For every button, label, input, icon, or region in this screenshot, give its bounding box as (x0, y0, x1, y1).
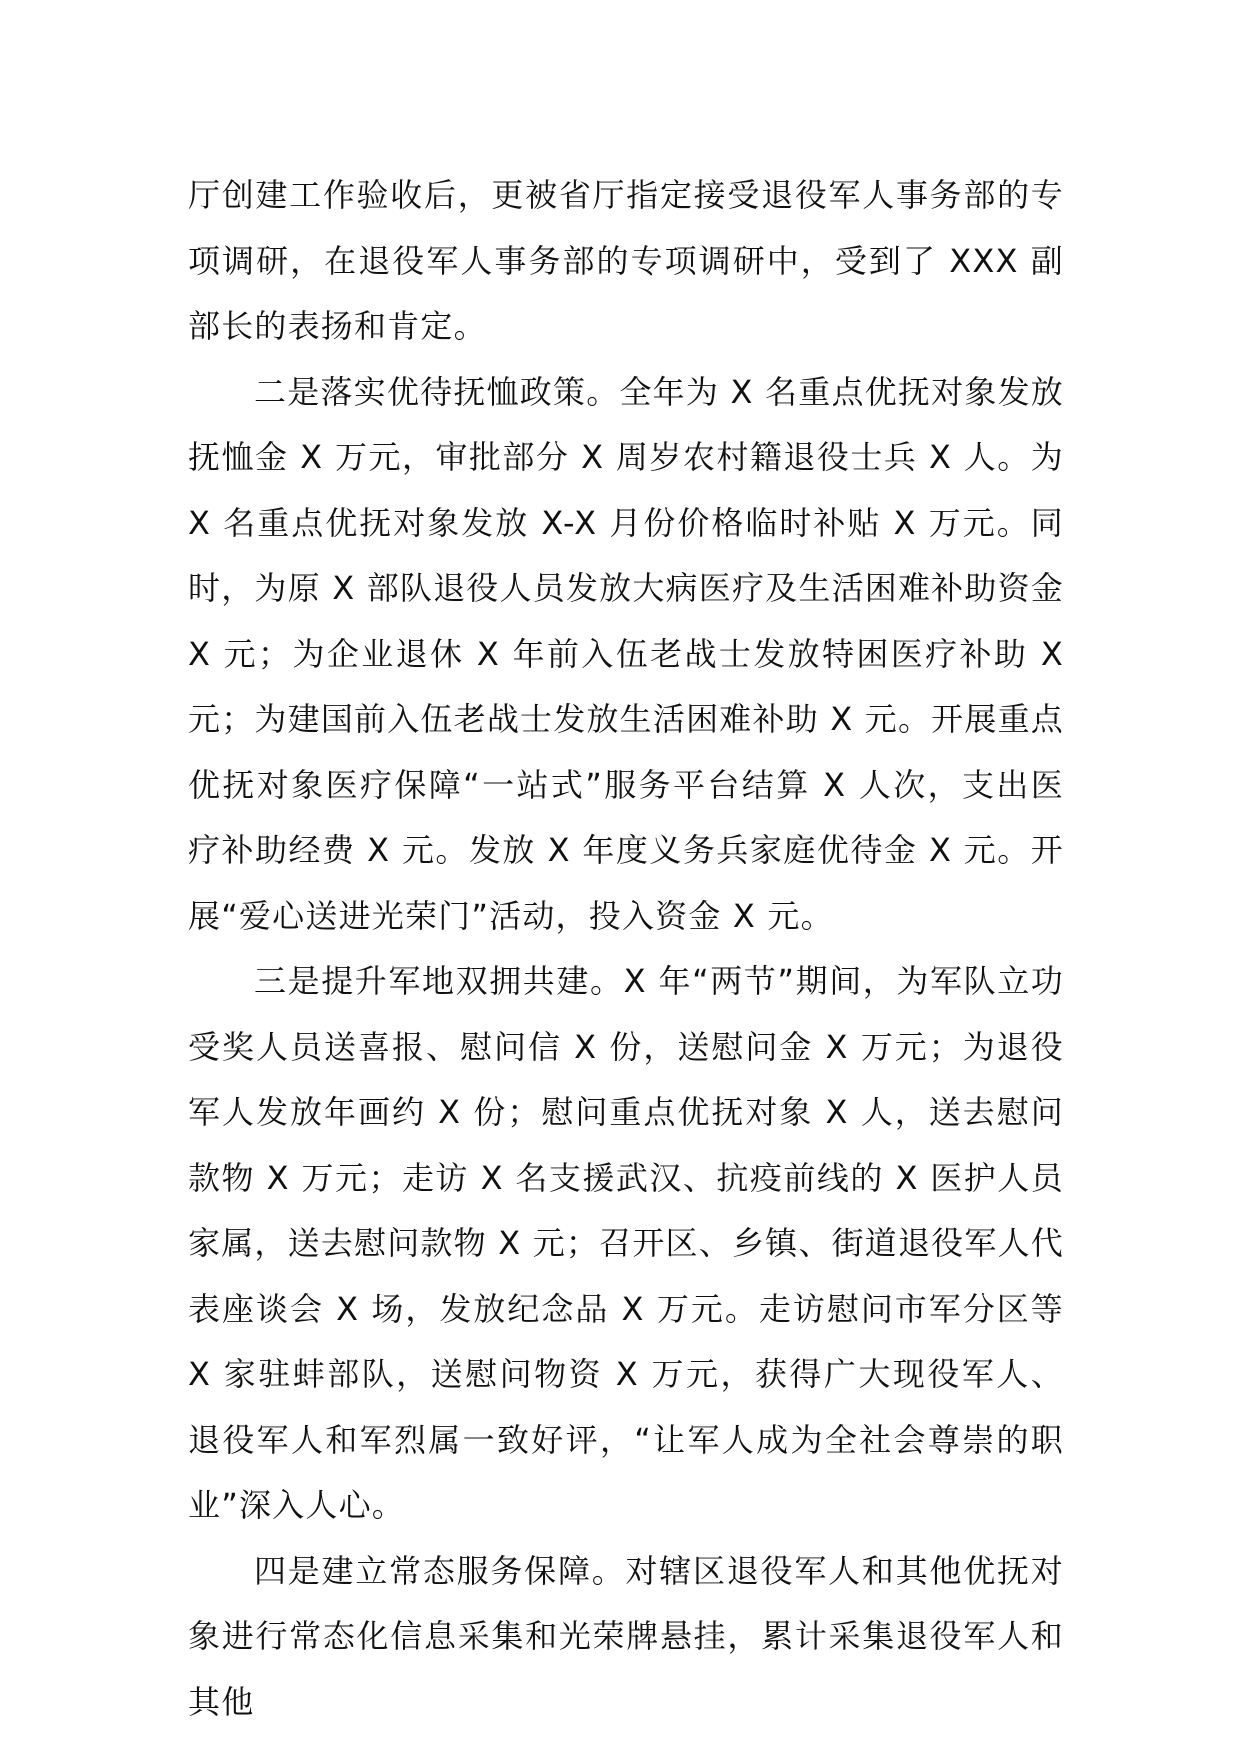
paragraph-preferential-pension-policy: 二是落实优待抚恤政策。全年为 X 名重点优抚对象发放抚恤金 X 万元，审批部分 X 周岁农村籍退役士兵 X 人。为 X 名重点优抚对象发放 X-X 月份价格临时补贴 X 万元。同时，为原 X 部队退役人员发放大病医疗及生活困难补助资金 X 元；为企业退休 X 年前入伍老战士发放特困医疗补助 X 元；为建国前入伍老战士发放生活困难补助 X 元。开展重点优抚对象医疗保障“一站式”服务平台结算 X 人次，支出医疗补助经费 X 元。发放 X 年度义务兵家庭优待金 X 元。开展“爱心送进光荣门”活动，投入资金 X 元。 (188, 372, 1064, 935)
document-body (188, 163, 1064, 1735)
paragraph-military-civilian-support: 三是提升军地双拥共建。X 年“两节”期间，为军队立功受奖人员送喜报、慰问信 X 份，送慰问金 X 万元；为退役军人发放年画约 X 份；慰问重点优抚对象 X 人，送去慰问款物 X 万元；走访 X 名支援武汉、抗疫前线的 X 医护人员家属，送去慰问款物 X 元；召开区、乡镇、街道退役军人代表座谈会 X 场，发放纪念品 X 万元。走访慰问市军分区等 X 家驻蚌部队，送慰问物资 X 万元，获得广大现役军人、退役军人和军烈属一致好评，“让军人成为全社会尊崇的职业”深入人心。 (188, 962, 1064, 1524)
paragraph-regular-service-guarantee: 四是建立常态服务保障。对辖区退役军人和其他优抚对象进行常态化信息采集和光荣牌悬挂，累计采集退役军人和其他 (188, 1551, 1064, 1721)
paragraph-continuation: 厅创建工作验收后，更被省厅指定接受退役军人事务部的专项调研，在退役军人事务部的专项调研中，受到了 XXX 副部长的表扬和肯定。 (188, 176, 1064, 345)
